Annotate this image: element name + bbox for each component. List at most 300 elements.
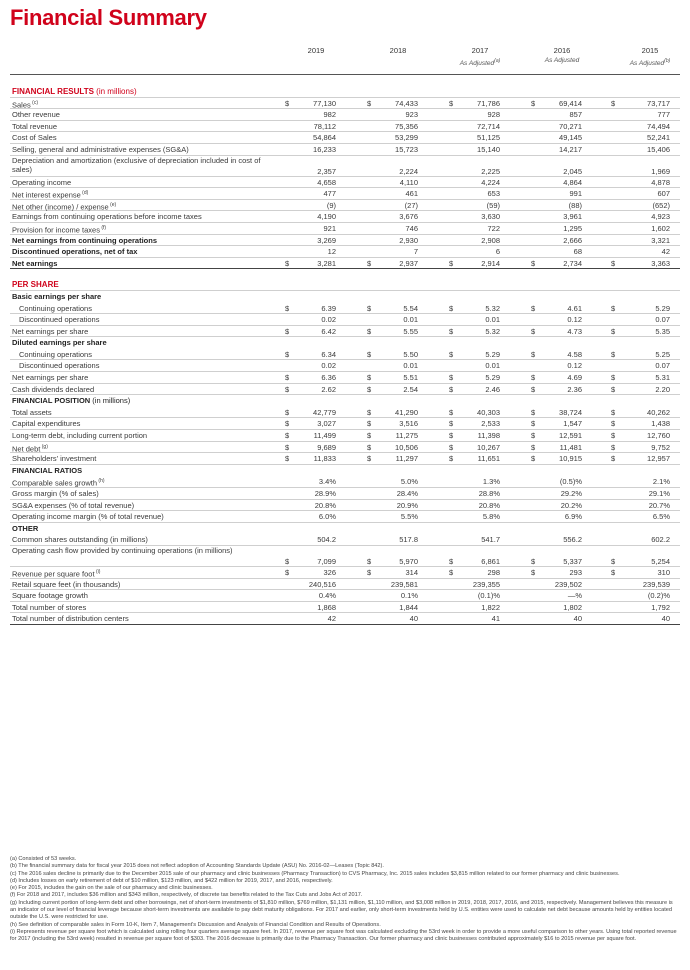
value-2016: 0.12 xyxy=(567,315,582,325)
dollar-sign: $ xyxy=(367,556,372,566)
row-label xyxy=(12,534,148,546)
value-2016: 556.2 xyxy=(563,535,582,545)
dollar-sign: $ xyxy=(611,373,616,383)
value-2019: 3,027 xyxy=(317,419,336,429)
value-2018: 2.54 xyxy=(403,384,418,394)
row-label xyxy=(19,360,99,372)
value-2019: 2.62 xyxy=(321,384,336,394)
row-label xyxy=(12,132,57,144)
value-2016: 5,337 xyxy=(563,556,582,566)
dollar-sign: $ xyxy=(367,373,372,383)
row-label xyxy=(12,613,129,625)
value-2017: 298 xyxy=(487,567,500,577)
footnote-ref: (c) xyxy=(30,99,38,106)
dollar-sign: $ xyxy=(531,556,536,566)
value-2016: 4.73 xyxy=(567,326,582,336)
row-label-text: Capital expenditures xyxy=(12,419,81,429)
footnote: (g) Including current portion of long-term debt and other borrowings, net of short-term investments of $1,810 million, $769 million, $1,131 million, $1,110 million, and $3,008 million in 2019, 2018, 2017, 2016, and 2015, respectively. Management believes this measure is an indicator of our level of financial leverage because short-term investments are available to pay debt maturity obligations. For 2017 and earlier, only short-term investments held by U.S. entities were used to calculate net debt because amounts held by entities located outside the U.S. were restricted for use. xyxy=(10,899,673,921)
table-row xyxy=(10,453,680,465)
row-label xyxy=(12,86,137,98)
dollar-sign: $ xyxy=(449,419,454,429)
value-2018: 923 xyxy=(405,110,418,120)
page-title: Financial Summary xyxy=(10,5,207,30)
value-2019: 6.34 xyxy=(321,349,336,359)
dollar-sign: $ xyxy=(285,384,290,394)
row-label-text: Revenue per square foot xyxy=(12,569,95,579)
row-label-text: Shareholders' investment xyxy=(12,454,97,464)
value-2016: —% xyxy=(567,591,582,601)
subsection-header xyxy=(10,465,680,477)
row-unit: (in millions) xyxy=(90,396,131,406)
row-label xyxy=(12,235,157,247)
value-2017: 5.29 xyxy=(485,349,500,359)
value-2018: 461 xyxy=(405,189,418,199)
value-2016: 3,961 xyxy=(563,212,582,222)
value-2017: 3,630 xyxy=(481,212,500,222)
value-2019: 4,190 xyxy=(317,212,336,222)
value-2019: 326 xyxy=(323,567,336,577)
row-label xyxy=(12,546,262,556)
value-2016: (0.5)% xyxy=(559,477,582,487)
value-2017: 15,140 xyxy=(477,144,500,154)
table-row xyxy=(10,235,680,247)
dollar-sign: $ xyxy=(611,349,616,359)
footnote: (c) The 2016 sales decline is primarily due to the December 2015 sale of our pharmacy and clinic businesses (Pharmacy Transaction) to CVS Pharmacy, Inc. 2015 sales includes $3,815 million related to our former pharmacy and clinic businesses. xyxy=(10,870,620,877)
dollar-sign: $ xyxy=(285,407,290,417)
dollar-sign: $ xyxy=(531,567,536,577)
value-2015: 1,438 xyxy=(651,419,670,429)
value-2015: 0.07 xyxy=(655,315,670,325)
value-2017: 653 xyxy=(487,189,500,199)
dollar-sign: $ xyxy=(531,442,536,452)
value-2015: 29.1% xyxy=(648,489,670,498)
value-2019: 42 xyxy=(327,614,336,624)
value-2019: 3.4% xyxy=(318,477,336,487)
value-2018: 41,290 xyxy=(395,407,418,417)
table-row xyxy=(10,384,680,396)
value-2018: 7 xyxy=(413,247,418,257)
value-2018: 53,299 xyxy=(395,133,418,143)
value-2016: 49,145 xyxy=(559,133,582,143)
row-label-text: Earnings from continuing operations before income taxes xyxy=(12,212,202,222)
value-2017: 10,267 xyxy=(477,442,500,452)
value-2017: (59) xyxy=(486,200,500,210)
value-2018: 15,723 xyxy=(395,144,418,154)
value-2019: 921 xyxy=(323,223,336,233)
table-row xyxy=(10,534,680,546)
dollar-sign: $ xyxy=(531,258,536,268)
footnote-ref: (f) xyxy=(99,224,107,231)
value-2018: 2,930 xyxy=(399,235,418,245)
financial-table xyxy=(10,86,680,625)
value-2016: 14,217 xyxy=(559,144,582,154)
row-label xyxy=(12,430,147,442)
table-row xyxy=(10,188,680,200)
table-row xyxy=(10,246,680,258)
value-2015: 1,602 xyxy=(651,223,670,233)
value-2015: 73,717 xyxy=(647,98,670,108)
table-row xyxy=(10,500,680,512)
value-2015: 0.07 xyxy=(655,361,670,371)
footnote-ref: (i) xyxy=(94,568,101,575)
subsection-header xyxy=(10,337,680,349)
value-2015: 777 xyxy=(657,110,670,120)
footnotes xyxy=(10,856,680,944)
dollar-sign: $ xyxy=(449,326,454,336)
dollar-sign: $ xyxy=(449,556,454,566)
value-2019: 240,516 xyxy=(308,579,336,589)
row-label-text: Square footage growth xyxy=(12,591,88,601)
value-2019: 6.0% xyxy=(318,512,336,522)
value-2019: 0.02 xyxy=(321,315,336,325)
value-2018: 0.1% xyxy=(400,591,418,601)
value-2016: 40 xyxy=(573,614,582,624)
value-2019: 6.39 xyxy=(321,303,336,313)
value-2016: 69,414 xyxy=(559,98,582,108)
value-2016: 12,591 xyxy=(559,431,582,441)
row-label xyxy=(12,488,99,500)
dollar-sign: $ xyxy=(531,431,536,441)
value-2019: 16,233 xyxy=(313,144,336,154)
value-2017: 2,914 xyxy=(481,258,500,268)
column-footnote-ref: (b) xyxy=(664,58,671,64)
table-row xyxy=(10,258,680,270)
value-2018: 5.0% xyxy=(400,477,418,487)
dollar-sign: $ xyxy=(449,431,454,441)
value-2016: 2,045 xyxy=(563,166,582,176)
value-2018: 746 xyxy=(405,223,418,233)
value-2016: 293 xyxy=(569,567,582,577)
value-2018: 11,297 xyxy=(395,454,418,464)
subsection-header xyxy=(10,523,680,535)
value-2015: 2.20 xyxy=(655,384,670,394)
value-2019: 9,689 xyxy=(317,442,336,452)
value-2015: 42 xyxy=(661,247,670,257)
dollar-sign: $ xyxy=(611,98,616,108)
value-2016: 1,802 xyxy=(563,602,582,612)
row-label-text: Discontinued operations xyxy=(19,361,100,371)
column-header-2016 xyxy=(522,46,602,66)
dollar-sign: $ xyxy=(285,567,290,577)
value-2015: 15,406 xyxy=(647,144,670,154)
row-label xyxy=(12,602,86,614)
column-subtitle: As Adjusted xyxy=(544,57,580,64)
row-label xyxy=(12,500,134,512)
dollar-sign: $ xyxy=(285,442,290,452)
value-2019: 3,281 xyxy=(317,258,336,268)
dollar-sign: $ xyxy=(611,556,616,566)
dollar-sign: $ xyxy=(531,419,536,429)
row-label xyxy=(12,109,60,121)
row-label-text: FINANCIAL RESULTS xyxy=(12,87,94,96)
row-label-text: Net earnings from continuing operations xyxy=(12,235,158,245)
table-row xyxy=(10,360,680,372)
dollar-sign: $ xyxy=(367,303,372,313)
table-row xyxy=(10,109,680,121)
value-2015: 40 xyxy=(661,614,670,624)
header-rule xyxy=(10,74,680,75)
table-row xyxy=(10,132,680,144)
row-label-text: Total revenue xyxy=(12,121,58,131)
value-2019: 4,658 xyxy=(317,177,336,187)
value-2016: 70,271 xyxy=(559,121,582,131)
value-2019: 504.2 xyxy=(317,535,336,545)
dollar-sign: $ xyxy=(367,349,372,359)
row-label-text: Diluted earnings per share xyxy=(12,338,107,348)
table-row xyxy=(10,98,680,110)
value-2017: 2,533 xyxy=(481,419,500,429)
footnote-ref: (g) xyxy=(40,443,48,450)
column-year: 2018 xyxy=(389,46,407,55)
value-2017: 72,714 xyxy=(477,121,500,131)
table-row xyxy=(10,303,680,315)
column-header-2019 xyxy=(276,46,356,66)
value-2016: 4,864 xyxy=(563,177,582,187)
row-label xyxy=(12,337,107,349)
table-row xyxy=(10,200,680,212)
column-year: 2019 xyxy=(307,46,325,55)
row-label xyxy=(12,418,80,430)
value-2018: 2,224 xyxy=(399,166,418,176)
value-2015: 6.5% xyxy=(652,512,670,522)
value-2018: 314 xyxy=(405,567,418,577)
row-label xyxy=(12,395,130,407)
table-row xyxy=(10,349,680,361)
table-row xyxy=(10,476,680,488)
value-2017: 5.32 xyxy=(485,303,500,313)
value-2015: 5.25 xyxy=(655,349,670,359)
row-label-text: Net other (income) / expense xyxy=(12,202,109,212)
value-2019: 42,779 xyxy=(313,407,336,417)
table-row xyxy=(10,211,680,223)
value-2015: 3,363 xyxy=(651,258,670,268)
row-label-text: Net earnings per share xyxy=(12,373,89,383)
dollar-sign: $ xyxy=(449,258,454,268)
dollar-sign: $ xyxy=(611,419,616,429)
value-2018: 239,581 xyxy=(390,579,418,589)
value-2017: 41 xyxy=(491,614,500,624)
dollar-sign: $ xyxy=(285,98,290,108)
row-label-text: Common shares outstanding (in millions) xyxy=(12,535,148,545)
value-2015: 20.7% xyxy=(648,500,670,510)
value-2017: 1.3% xyxy=(482,477,500,487)
value-2018: 5.51 xyxy=(403,373,418,383)
value-2016: 4.69 xyxy=(567,373,582,383)
value-2018: 3,676 xyxy=(399,212,418,222)
row-label-text: Retail square feet (in thousands) xyxy=(12,579,121,589)
value-2018: 5,970 xyxy=(399,556,418,566)
value-2019: 982 xyxy=(323,110,336,120)
dollar-sign: $ xyxy=(611,567,616,577)
dollar-sign: $ xyxy=(449,407,454,417)
dollar-sign: $ xyxy=(367,419,372,429)
dollar-sign: $ xyxy=(285,419,290,429)
value-2016: (88) xyxy=(568,200,582,210)
value-2015: 3,321 xyxy=(651,235,670,245)
value-2019: 12 xyxy=(327,247,336,257)
dollar-sign: $ xyxy=(449,303,454,313)
table-row xyxy=(10,177,680,189)
value-2015: 4,878 xyxy=(651,177,670,187)
value-2019: 20.8% xyxy=(314,500,336,510)
footnote: (i) Represents revenue per square foot which is calculated using rolling four quarters average square feet. In 2017, revenue per square foot was calculated excluding the 53rd week in order to provide a more useful comparison to other years. Using total reported revenue for 2017 (including the 53rd week) resulted in revenue per square foot of $303. The 2016 decrease is primarily due to the Pharmacy Transaction. Our former pharmacy and clinic businesses contributed approximately $16 to 2015 revenue per square foot. xyxy=(10,928,677,943)
row-label-text: Continuing operations xyxy=(19,303,92,313)
value-2019: 1,868 xyxy=(317,602,336,612)
value-2016: 10,915 xyxy=(559,454,582,464)
value-2018: 5.5% xyxy=(400,512,418,522)
value-2015: 12,760 xyxy=(647,431,670,441)
dollar-sign: $ xyxy=(611,326,616,336)
dollar-sign: $ xyxy=(611,407,616,417)
dollar-sign: $ xyxy=(367,431,372,441)
dollar-sign: $ xyxy=(449,442,454,452)
row-label xyxy=(12,523,38,535)
table-row xyxy=(10,579,680,591)
footnote: (e) For 2015, includes the gain on the sale of our pharmacy and clinic businesses. xyxy=(10,885,213,892)
value-2017: (0.1)% xyxy=(477,591,500,601)
dollar-sign: $ xyxy=(531,407,536,417)
value-2017: 6,861 xyxy=(481,556,500,566)
value-2017: 0.01 xyxy=(485,361,500,371)
value-2017: 2,908 xyxy=(481,235,500,245)
value-2018: 517.8 xyxy=(399,535,418,545)
row-label-text: FINANCIAL RATIOS xyxy=(12,465,83,475)
footnote: (a) Consisted of 53 weeks. xyxy=(10,856,77,862)
table-row xyxy=(10,442,680,454)
value-2016: 29.2% xyxy=(560,489,582,498)
value-2015: 2.1% xyxy=(652,477,670,487)
dollar-sign: $ xyxy=(367,384,372,394)
value-2016: 4.61 xyxy=(567,303,582,313)
column-year: 2017 xyxy=(471,46,489,55)
dollar-sign: $ xyxy=(611,303,616,313)
row-label-text: Provision for income taxes xyxy=(12,225,100,235)
value-2017: 6 xyxy=(495,247,500,257)
dollar-sign: $ xyxy=(367,407,372,417)
value-2018: 74,433 xyxy=(395,98,418,108)
footnote-ref: (h) xyxy=(97,478,105,485)
footnote-ref: (d) xyxy=(80,190,89,197)
value-2019: 2,357 xyxy=(317,166,336,176)
value-2019: 54,864 xyxy=(313,133,336,143)
footnote: (f) For 2018 and 2017, includes $36 million and $343 million, respectively, of discrete tax benefits related to the Tax Cuts and Jobs Act of 2017. xyxy=(10,892,363,899)
table-row xyxy=(10,372,680,384)
row-label xyxy=(12,258,57,270)
row-label xyxy=(12,407,52,419)
table-row xyxy=(10,223,680,235)
dollar-sign: $ xyxy=(531,373,536,383)
row-label-text: Long-term debt, including current portion xyxy=(12,431,148,441)
value-2018: 1,844 xyxy=(399,602,418,612)
value-2015: 40,262 xyxy=(647,407,670,417)
value-2018: 5.55 xyxy=(403,326,418,336)
footnote-ref: (e) xyxy=(108,201,117,208)
table-row xyxy=(10,602,680,614)
value-2017: 5.29 xyxy=(485,373,500,383)
dollar-sign: $ xyxy=(611,454,616,464)
value-2017: 71,786 xyxy=(477,98,500,108)
value-2015: 1,969 xyxy=(651,166,670,176)
row-label-text: Operating income xyxy=(12,177,72,187)
value-2018: 2,937 xyxy=(399,258,418,268)
row-label xyxy=(12,511,164,523)
value-2016: 38,724 xyxy=(559,407,582,417)
dollar-sign: $ xyxy=(449,373,454,383)
value-2017: 5.32 xyxy=(485,326,500,336)
column-subtitle: As Adjusted$^{(a)}$ xyxy=(459,58,501,68)
value-2017: 11,398 xyxy=(477,431,500,441)
dollar-sign: $ xyxy=(285,326,290,336)
value-2019: 0.4% xyxy=(318,591,336,601)
table-row xyxy=(10,430,680,442)
value-2017: 1,822 xyxy=(481,602,500,612)
value-2018: 20.9% xyxy=(396,500,418,510)
dollar-sign: $ xyxy=(285,373,290,383)
value-2016: 1,295 xyxy=(563,223,582,233)
value-2018: 5.54 xyxy=(403,303,418,313)
dollar-sign: $ xyxy=(531,303,536,313)
row-label xyxy=(12,579,120,591)
row-label-text: Net interest expense xyxy=(12,190,81,200)
value-2019: 0.02 xyxy=(321,361,336,371)
value-2015: 4,923 xyxy=(651,212,670,222)
value-2015: 5,254 xyxy=(651,556,670,566)
dollar-sign: $ xyxy=(449,454,454,464)
dollar-sign: $ xyxy=(367,442,372,452)
value-2019: 28.9% xyxy=(314,489,336,498)
dollar-sign: $ xyxy=(367,326,372,336)
value-2016: 0.12 xyxy=(567,361,582,371)
row-label xyxy=(12,211,202,223)
value-2019: 6.42 xyxy=(321,326,336,336)
row-spacer xyxy=(10,269,680,279)
dollar-sign: $ xyxy=(531,98,536,108)
table-row xyxy=(10,314,680,326)
table-row xyxy=(10,613,680,625)
dollar-sign: $ xyxy=(285,258,290,268)
value-2018: 75,356 xyxy=(395,121,418,131)
value-2016: 68 xyxy=(573,247,582,257)
value-2015: 74,494 xyxy=(647,121,670,131)
row-label-text: Operating income margin (% of total revenue) xyxy=(12,512,164,522)
column-footnote-ref: (a) xyxy=(494,58,501,64)
row-label-text: Comparable sales growth xyxy=(12,478,98,488)
row-label xyxy=(12,291,101,303)
row-label xyxy=(19,314,99,326)
row-label-text: SG&A expenses (% of total revenue) xyxy=(12,500,135,510)
table-row xyxy=(10,567,680,579)
row-label-text: Discontinued operations, net of tax xyxy=(12,247,138,257)
value-2015: (652) xyxy=(652,200,670,210)
value-2019: 3,269 xyxy=(317,235,336,245)
value-2019: (9) xyxy=(326,200,336,210)
row-label-text: Basic earnings per share xyxy=(12,291,102,301)
row-label-text: Continuing operations xyxy=(19,349,92,359)
row-label xyxy=(12,121,57,133)
value-2018: 11,275 xyxy=(395,431,418,441)
dollar-sign: $ xyxy=(531,349,536,359)
value-2019: 77,130 xyxy=(313,98,336,108)
value-2015: 602.2 xyxy=(651,535,670,545)
value-2018: 0.01 xyxy=(403,361,418,371)
column-header-2018 xyxy=(358,46,438,66)
dollar-sign: $ xyxy=(611,258,616,268)
dollar-sign: $ xyxy=(285,349,290,359)
row-label xyxy=(12,246,137,258)
row-label xyxy=(19,349,92,361)
value-2015: 1,792 xyxy=(651,602,670,612)
row-label-text: Selling, general and administrative expenses (SG&A) xyxy=(12,144,189,154)
